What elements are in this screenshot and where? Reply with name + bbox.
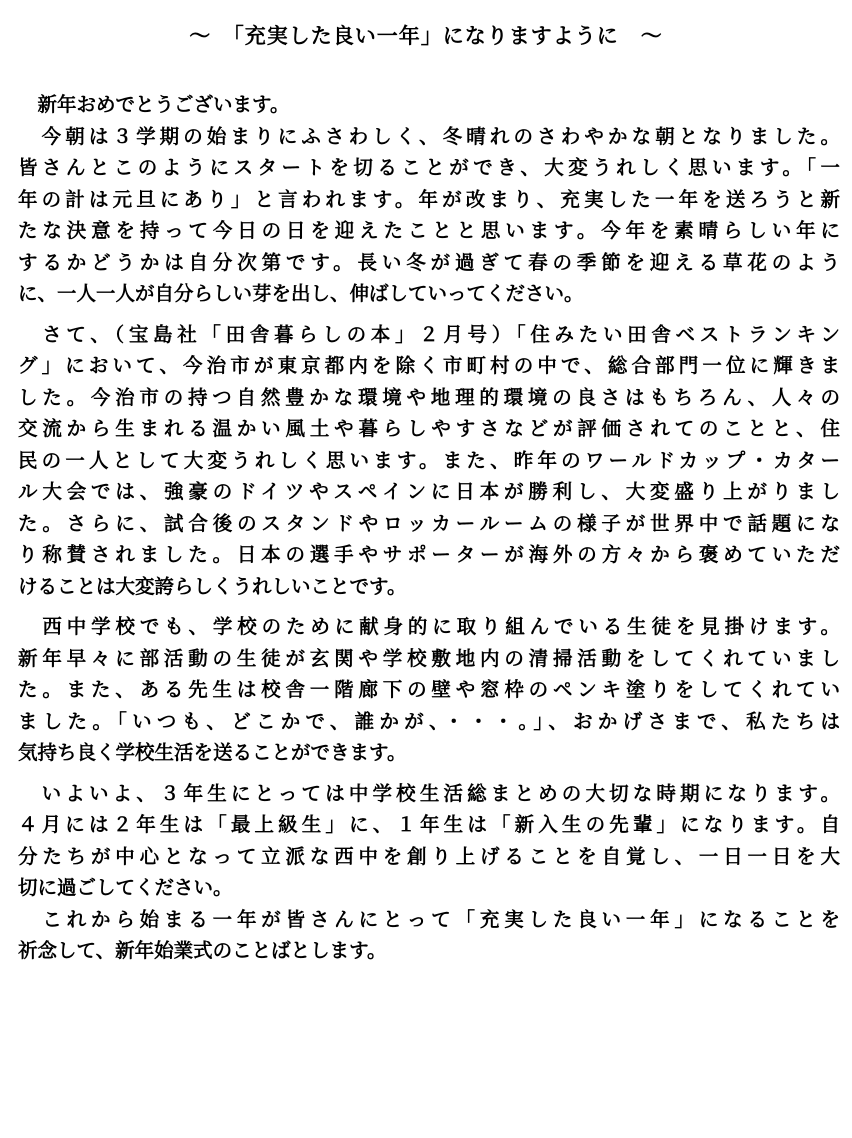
paragraph-line: た。さらに、試合後のスタンドやロッカールームの様子が世界中で話題にな (18, 511, 840, 535)
paragraph-line: 交流から生まれる温かい風土や暮らしやすさなどが評価されてのことと、住 (18, 417, 840, 440)
paragraph-line: 今朝は３学期の始まりにふさわしく、冬晴れのさわやかな朝となりました。 (18, 124, 840, 148)
paragraph-line: 皆さんとこのようにスタートを切ることができ、大変うれしく思います。「一 (18, 156, 840, 179)
paragraph-gap (18, 310, 840, 319)
paragraph-line: に、一人一人が自分らしい芽を出し、伸ばしていってください。 (18, 282, 584, 305)
paragraph-greeting (18, 89, 840, 121)
paragraph-line: 民の一人として大変うれしく思います。また、昨年のワールドカップ・カター (18, 448, 840, 472)
document-body (18, 89, 840, 967)
paragraph-line: さて、（宝島社「田舎暮らしの本」２月号）「住みたい田舎ベストランキン (18, 322, 840, 346)
document-title: ～ 「充実した良い一年」になりますように ～ (189, 24, 663, 48)
paragraph-line: た。また、ある先生は校舎一階廊下の壁や窓枠のペンキ塗りをしてくれてい (18, 678, 840, 701)
paragraph-closing (18, 904, 840, 967)
paragraph-line: 新年早々に部活動の生徒が玄関や学校敷地内の清掃活動をしてくれていまし (18, 646, 840, 670)
paragraph-line: 祈念して、新年始業式のことばとします。 (18, 939, 387, 962)
paragraph-line: り称賛されました。日本の選手やサポーターが海外の方々から褒めていただ (18, 543, 840, 566)
paragraph-line: 切に過ごしてください。 (18, 876, 233, 899)
paragraph-line: グ」において、今治市が東京都内を除く市町村の中で、総合部門一位に輝きま (18, 354, 840, 377)
paragraph-line: 新年おめでとうございます。 (18, 93, 290, 116)
paragraph-third-term (18, 121, 840, 310)
paragraph-line: これから始まる一年が皆さんにとって「充実した良い一年」になることを (18, 907, 840, 931)
paragraph-line: 分たちが中心となって立派な西中を創り上げることを自覚し、一日一日を大 (18, 844, 840, 868)
paragraph-line: するかどうかは自分次第です。長い冬が過ぎて春の季節を迎える草花のよう (18, 250, 840, 274)
paragraph-line: たな決意を持って今日の日を迎えたことと思います。今年を素晴らしい年に (18, 219, 840, 242)
paragraph-line: 西中学校でも、学校のために献身的に取り組んでいる生徒を見掛けます。 (18, 615, 840, 638)
paragraph-line: いよいよ、３年生にとっては中学校生活総まとめの大切な時期になります。 (18, 781, 840, 805)
paragraph-line: ４月には２年生は「最上級生」に、１年生は「新入生の先輩」になります。自 (18, 813, 840, 836)
paragraph-gap (18, 769, 840, 778)
paragraph-line: 気持ち良く学校生活を送ることができます。 (18, 741, 407, 764)
paragraph-imabari-ranking (18, 319, 840, 603)
paragraph-line: ル大会では、強豪のドイツやスペインに日本が勝利し、大変盛り上がりまし (18, 480, 840, 503)
paragraph-school-volunteers (18, 611, 840, 769)
paragraph-gap (18, 602, 840, 611)
paragraph-line: した。今治市の持つ自然豊かな環境や地理的環境の良さはもちろん、人々の (18, 385, 840, 409)
paragraph-important-period (18, 778, 840, 904)
paragraph-line: ました。「いつも、どこかで、誰かが、・・・。」、おかげさまで、私たちは (18, 709, 840, 733)
paragraph-line: けることは大変誇らしくうれしいことです。 (18, 574, 407, 598)
paragraph-line: 年の計は元旦にあり」と言われます。年が改まり、充実した一年を送ろうと新 (18, 187, 840, 211)
